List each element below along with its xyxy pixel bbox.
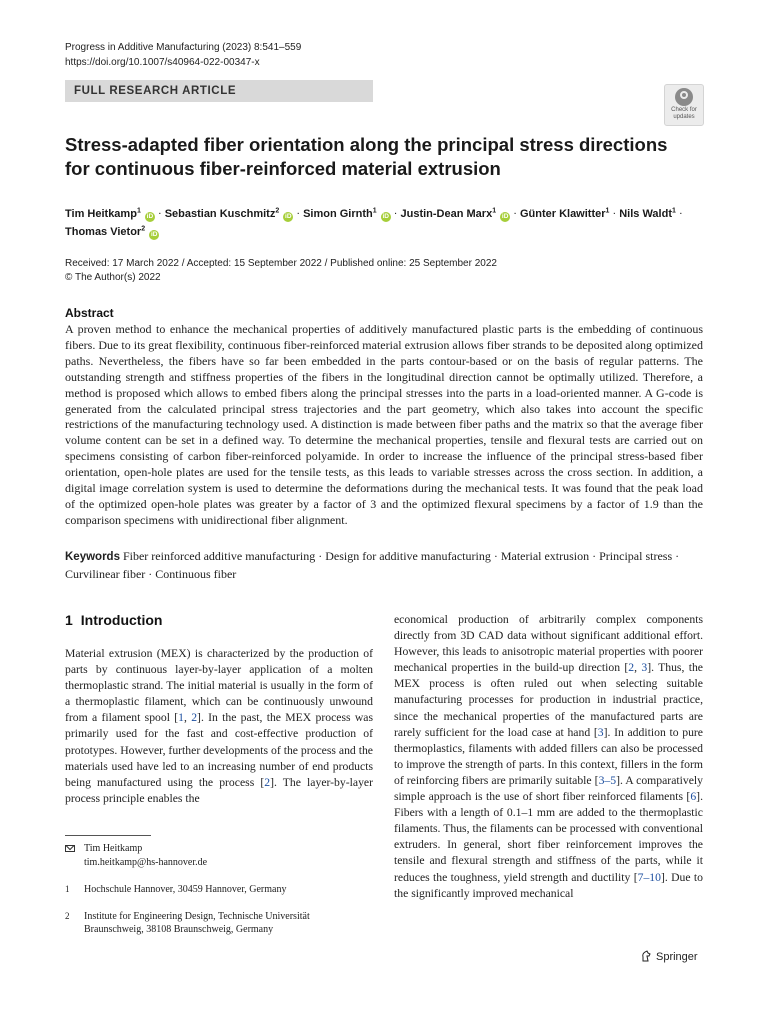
author[interactable]	[65, 226, 159, 238]
springer-horse-icon	[640, 950, 652, 962]
section-heading-introduction	[65, 612, 162, 628]
keywords-label: Keywords	[65, 551, 120, 563]
dates-line: Received: 17 March 2022 / Accepted: 15 September 2022 / Published online: 25 September 2022	[65, 258, 497, 269]
reference-link[interactable]: 2	[628, 661, 635, 675]
reference-link[interactable]: 7–10	[637, 870, 661, 884]
author[interactable]	[619, 208, 676, 220]
author-separator: ·	[390, 207, 401, 220]
section-number: 1	[65, 612, 73, 628]
author-list	[65, 203, 715, 240]
author-affiliation: 1	[136, 207, 141, 214]
author-name: Sebastian Kuschmitz	[164, 207, 276, 220]
keywords-text: Fiber reinforced additive manufacturing · Design for additive manufacturing · Material extrusion · Principal stress · Curvilinear fiber · Continuous fiber	[65, 549, 680, 581]
check-for-updates-button[interactable]	[664, 84, 704, 126]
affiliation-2-mark: 2	[65, 910, 70, 921]
keywords	[65, 548, 705, 583]
reference-link[interactable]: 2	[264, 775, 271, 789]
orcid-icon[interactable]: iD	[501, 212, 509, 220]
author-separator: ·	[293, 207, 304, 220]
journal-citation: Progress in Additive Manufacturing (2023) 8:541–559	[65, 42, 302, 53]
author-name: Justin-Dean Marx	[400, 207, 493, 220]
journal-header	[65, 40, 301, 70]
publication-dates	[65, 257, 497, 285]
title-line-2: for continuous fiber-reinforced material extrusion	[65, 158, 501, 179]
abstract-body: A proven method to enhance the mechanical properties of additively manufactured plastic parts is the embedding of continuous fibers. Due to its great flexibility, continuous fiber-reinforced material extrusion allows fiber strands to be deposited along optimized paths. Nevertheless, the fibers have so far been embedded in the parts contour-based or on the basis of regular patterns. The outstanding strength and stiffness properties of the fibers in the longitudinal direction cannot be optimally utilized. Therefore, a method is proposed which allows to embed fibers along the principal stresses into the parts in a load-oriented manner. A G-code is generated from the calculated principal stress trajectories and the part geometry, which also takes into account the specific restrictions of the manufacturing technology used. A distinction is made between fiber paths and the matrix so that the average fiber volume content can be set in a defined way. To determine the mechanical properties, tensile and flexural tests are carried out on specimens consisting of carbon fiber-reinforced polyamide. In order to increase the influence of the principal stress-based fiber orientation, open-hole plates are used for the tensile tests, as this leads to variable stresses across the cross section. In addition, a digital image correlation system is used to determine the deformations during the mechanical tests. It was found that the peak load of the optimized open-hole plates was greater by a factor of 3 and the optimized flexural specimens by a factor of 1.9 than the comparison specimens with unidirectional fiber alignment.	[65, 322, 703, 527]
reference-link[interactable]: 6	[690, 790, 697, 804]
author-separator: ·	[675, 207, 683, 220]
publisher-logo	[640, 950, 698, 963]
contact-name: Tim Heitkamp	[84, 843, 143, 854]
author[interactable]	[65, 208, 155, 220]
check-updates-label-1: Check for	[671, 107, 697, 113]
author-separator: ·	[154, 207, 165, 220]
section-title: Introduction	[80, 612, 163, 628]
author-name: Günter Klawitter	[519, 207, 606, 220]
reference-link[interactable]: 2	[191, 711, 198, 725]
envelope-icon	[65, 845, 75, 852]
orcid-icon[interactable]: iD	[146, 212, 154, 220]
author-affiliation: 2	[275, 207, 280, 214]
author-separator: ·	[510, 207, 520, 220]
footnote-rule	[65, 835, 151, 836]
abstract-heading: Abstract	[65, 306, 114, 320]
reference-link[interactable]: 3–5	[598, 773, 617, 787]
author[interactable]	[165, 208, 294, 220]
orcid-icon[interactable]: iD	[285, 212, 292, 220]
copyright-line: © The Author(s) 2022	[65, 272, 161, 283]
affiliation-2-line-2: Braunschweig, 38108 Braunschweig, Germany	[84, 924, 274, 935]
corresponding-author	[65, 842, 373, 869]
doi-link[interactable]: https://doi.org/10.1007/s40964-022-00347-x	[65, 57, 260, 68]
reference-link[interactable]: 3	[641, 661, 648, 675]
publisher-name: Springer	[656, 951, 698, 963]
intro-column-1: Material extrusion (MEX) is characterized by the production of parts by continuous layer-by-layer application of a molten thermoplastic strand. The initial material is usually in the form of a thermoplastic filament, which can be continuously unwound from a filament spool [1, 2]. In the past, the MEX process was primarily used for the fast and cost-effective production of prototypes. However, further developments of the process and the materials used have led to an increasing number of end products being manufactured using the process [2]. The layer-by-layer process principle enables the	[65, 647, 373, 805]
affiliation-1	[65, 883, 373, 897]
paper-title	[65, 133, 705, 181]
article-type-banner: FULL RESEARCH ARTICLE	[65, 80, 373, 102]
check-updates-label-2: updates	[673, 114, 695, 120]
author-affiliation: 1	[605, 207, 610, 214]
author-name: Tim Heitkamp	[65, 207, 137, 220]
intro-column-2: economical production of arbitrarily complex components directly from 3D CAD data without significant additional effort. However, this leads to anisotropic material properties with poorer mechanical properties in the build-up direction [2, 3]. Thus, the MEX process is often ruled out when selecting suitable manufacturing processes for production in industrial practice, since the mechanical properties of the manufactured parts are rarely sufficient for the load case at hand [3]. In addition to pure thermoplastics, filaments with added fillers can also be processed to improve the strength of parts. In this context, fillers in the form of reinforcing fibers are primarily suitable [3–5]. A comparatively simple approach is the use of short fiber reinforced filaments [6]. Fibers with a length of 0.1–1 mm are added to the thermoplastic filaments. Thus, the filaments can be processed with conventional extruders. In general, short fiber reinforcement improves the tensile and flexural strength and stiffness of the parts, while it reduces the toughness, yield strength and ductility [7–10]. Due to the significantly improved mechanical	[394, 613, 703, 900]
author-separator: ·	[609, 207, 620, 220]
affiliation-2-line-1: Institute for Engineering Design, Technische Universität	[84, 910, 310, 922]
affiliation-2	[65, 910, 373, 937]
author-affiliation: 1	[492, 207, 497, 214]
author[interactable]	[401, 208, 511, 220]
author-name: Nils Waldt	[619, 207, 672, 220]
check-updates-icon	[675, 88, 693, 106]
affiliation-1-text: Hochschule Hannover, 30459 Hannover, Germany	[84, 884, 287, 895]
author-affiliation: 2	[141, 225, 146, 233]
author-affiliation: 1	[671, 207, 676, 214]
reference-link[interactable]: 1	[178, 711, 184, 725]
author-name: Simon Girnth	[303, 207, 373, 220]
author-name: Thomas Vietor	[65, 226, 142, 239]
title-line-1: Stress-adapted fiber orientation along the principal stress directions	[65, 134, 668, 155]
contact-email[interactable]: tim.heitkamp@hs-hannover.de	[84, 856, 208, 868]
orcid-icon[interactable]: iD	[382, 212, 389, 220]
author-affiliation: 1	[372, 207, 377, 214]
footnotes	[65, 842, 373, 937]
reference-link[interactable]: 3	[597, 725, 604, 739]
author[interactable]	[303, 208, 391, 220]
orcid-icon[interactable]: iD	[150, 231, 158, 239]
author[interactable]	[520, 208, 609, 220]
affiliation-1-mark: 1	[65, 884, 70, 894]
